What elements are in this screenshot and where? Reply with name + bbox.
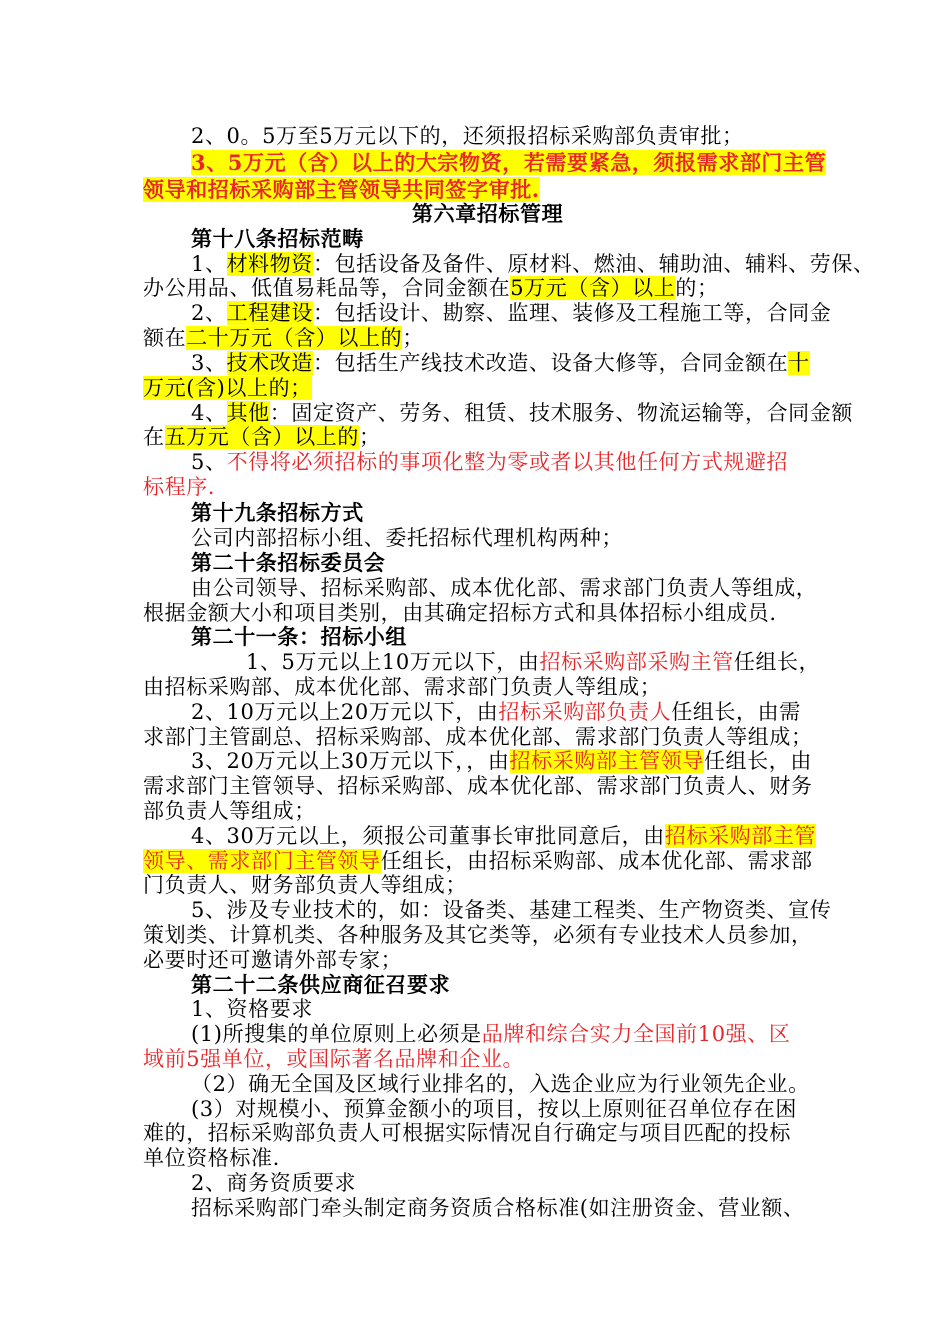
text-line: 3、5万元（含）以上的大宗物资，若需要紧急，须报需求部门主管 [191,150,827,175]
text-line: 门负责人、财务部负责人等组成； [143,873,467,897]
text-line: 万元(含)以上的； [143,376,312,400]
article-heading: 第二十条招标委员会 [191,550,386,575]
text-line: 办公用品、低值易耗品等，合同金额在5万元（含）以上的； [143,276,719,300]
text-line: 单位资格标准. [143,1146,280,1170]
text-line: 领导和招标采购部主管领导共同签字审批. [143,177,540,202]
text-line: 5、不得将必须招标的事项化整为零或者以其他任何方式规避招 [191,450,789,474]
text-line: （2）确无全国及区域行业排名的，入选企业应为行业领先企业。 [191,1072,810,1096]
article-heading: 第十九条招标方式 [191,500,364,525]
text-line: 必要时还可邀请外部专家； [143,948,403,972]
text-line: 领导、需求部门主管领导任组长，由招标采购部、成本优化部、需求部 [143,849,813,873]
text-line: 额在二十万元（含）以上的； [143,326,424,350]
text-line: 2、工程建设：包括设计、勘察、监理、装修及工程施工等，合同金 [191,301,832,325]
text-line: 标程序. [143,475,216,499]
article-heading: 第十八条招标范畴 [191,226,364,251]
text-line: 根据金额大小和项目类别，由其确定招标方式和具体招标小组成员. [143,601,777,625]
article-heading: 第二十一条：招标小组 [191,624,407,649]
text-line: 1、资格要求 [191,997,313,1021]
text-line: 4、其他：固定资产、劳务、租赁、技术服务、物流运输等，合同金额 [191,401,853,425]
text-line: 部负责人等组成； [143,799,316,823]
text-line: 3、20万元以上30万元以下，，由招标采购部主管领导任组长，由 [191,749,812,773]
text-line: 4、30万元以上，须报公司董事长审批同意后，由招标采购部主管 [191,824,817,848]
chapter-heading: 第六章招标管理 [412,201,564,226]
text-line: 2、10万元以上20万元以下，由招标采购部负责人任组长，由需 [191,700,801,724]
text-line: 需求部门主管领导、招标采购部、成本优化部、需求部门负责人、财务 [143,774,813,798]
text-line: 由招标采购部、成本优化部、需求部门负责人等组成； [143,675,662,699]
text-line: 求部门主管副总、招标采购部、成本优化部、需求部门负责人等组成； [143,725,813,749]
article-heading: 第二十二条供应商征召要求 [191,972,451,997]
text-line: (1)所搜集的单位原则上必须是品牌和综合实力全国前10强、区 [191,1022,791,1046]
text-line: 招标采购部门牵头制定商务资质合格标准(如注册资金、营业额、 [191,1196,805,1220]
text-line: 1、材料物资：包括设备及备件、原材料、燃油、辅助油、辅料、劳保、 [191,252,875,276]
text-line: 在五万元（含）以上的； [143,425,381,449]
text-line: 由公司领导、招标采购部、成本优化部、需求部门负责人等组成， [191,576,818,600]
text-line: 5、涉及专业技术的，如：设备类、基建工程类、生产物资类、宣传 [191,898,832,922]
text-line: (3）对规模小、预算金额小的项目，按以上原则征召单位存在困 [191,1097,797,1121]
text-line: 域前5强单位，或国际著名品牌和企业。 [143,1047,525,1071]
text-line: 公司内部招标小组、委托招标代理机构两种； [191,526,623,550]
text-line: 难的，招标采购部负责人可根据实际情况自行确定与项目匹配的投标 [143,1121,791,1145]
text-line: 2、商务资质要求 [191,1171,357,1195]
text-line: 1、5万元以上10万元以下，由招标采购部采购主管任组长， [246,650,821,674]
text-line: 2、0。5万至5万元以下的，还须报招标采购部负责审批； [191,124,744,148]
text-line: 3、技术改造：包括生产线技术改造、设备大修等，合同金额在十 [191,351,810,375]
text-line: 策划类、计算机类、各种服务及其它类等，必须有专业技术人员参加， [143,923,813,947]
